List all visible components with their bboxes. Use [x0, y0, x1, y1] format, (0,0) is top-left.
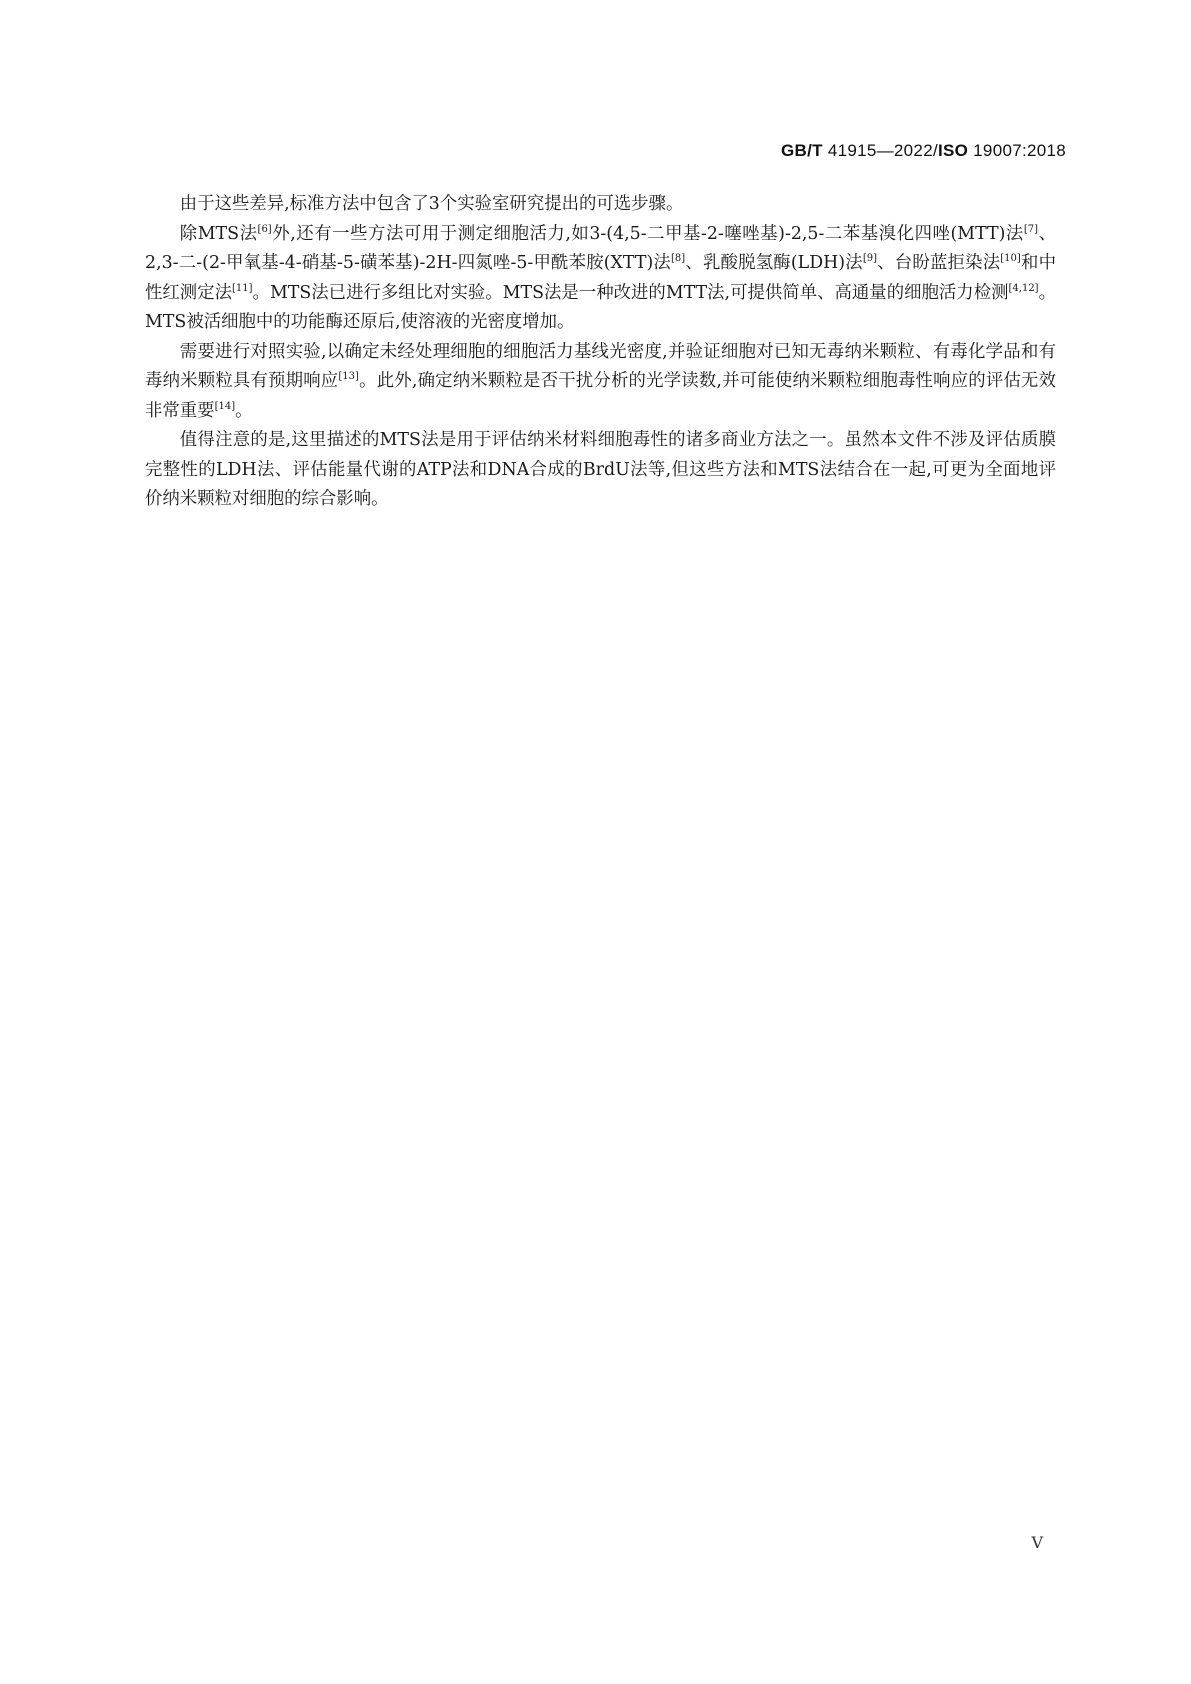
citation-reference: [4,12] [1008, 282, 1039, 294]
paragraph-text: 。此外,确定纳米颗粒是否干扰分析的光学读数,并可能使纳米颗粒细胞毒性响应的评估无效非常重要 [145, 371, 1056, 421]
paragraph-text: 和中性红测定法 [145, 253, 1056, 303]
standard-prefix: GB/T [781, 141, 823, 160]
paragraph-text: 、2,3-二-(2-甲氧基-4-硝基-5-磺苯基)-2H-四氮唑-5-甲酰苯胺(XTT)法 [145, 223, 1056, 273]
paragraph-text: 。MTS法已进行多组比对实验。MTS法是一种改进的MTT法,可提供简单、高通量的细胞活力检测 [252, 282, 1009, 303]
citation-reference: [8] [671, 253, 686, 264]
citation-reference: [13] [338, 371, 359, 382]
iso-number: 19007:2018 [968, 141, 1066, 160]
paragraph-text: 外,还有一些方法可用于测定细胞活力,如3-(4,5-二甲基-2-噻唑基)-2,5-二苯基溴化四唑(MTT)法 [271, 223, 1024, 244]
page-number: V [1031, 1533, 1043, 1552]
citation-reference: [10] [1000, 253, 1021, 264]
paragraph-text: 除MTS法 [179, 223, 258, 244]
paragraph [145, 220, 1056, 338]
paragraph-text: 需要进行对照实验,以确定未经处理细胞的细胞活力基线光密度,并验证细胞对已知无毒纳米颗粒、有毒化学品和有毒纳米颗粒具有预期响应 [145, 341, 1056, 391]
citation-reference: [14] [214, 400, 236, 412]
citation-reference: [7] [1023, 223, 1039, 235]
paragraph [145, 426, 1056, 515]
paragraph-text: 值得注意的是,这里描述的MTS法是用于评估纳米材料细胞毒性的诸多商业方法之一。虽然本文件不涉及评估质膜完整性的LDH法、评估能量代谢的ATP法和DNA合成的BrdU法等,但这些方法和MTS法结合在一起,可更为全面地评价纳米颗粒对细胞的综合影响。 [145, 430, 1056, 509]
standard-number: 41915—2022/ [822, 141, 938, 160]
paragraph-text: 。 [235, 400, 253, 421]
citation-reference: [11] [232, 282, 253, 294]
standard-number-header [781, 141, 1066, 161]
paragraph-text: 由于这些差异,标准方法中包含了3个实验室研究提出的可选步骤。 [179, 194, 684, 214]
citation-reference: [6] [257, 223, 272, 235]
body-text [145, 190, 1056, 515]
iso-prefix: ISO [937, 141, 969, 160]
paragraph-text: 、乳酸脱氢酶(LDH)法 [685, 253, 863, 273]
paragraph-text: 。MTS被活细胞中的功能酶还原后,使溶液的光密度增加。 [145, 282, 1056, 332]
paragraph [145, 190, 1056, 220]
paragraph-text: 、台盼蓝拒染法 [877, 253, 1001, 273]
citation-reference: [9] [862, 253, 878, 264]
paragraph [145, 338, 1056, 427]
